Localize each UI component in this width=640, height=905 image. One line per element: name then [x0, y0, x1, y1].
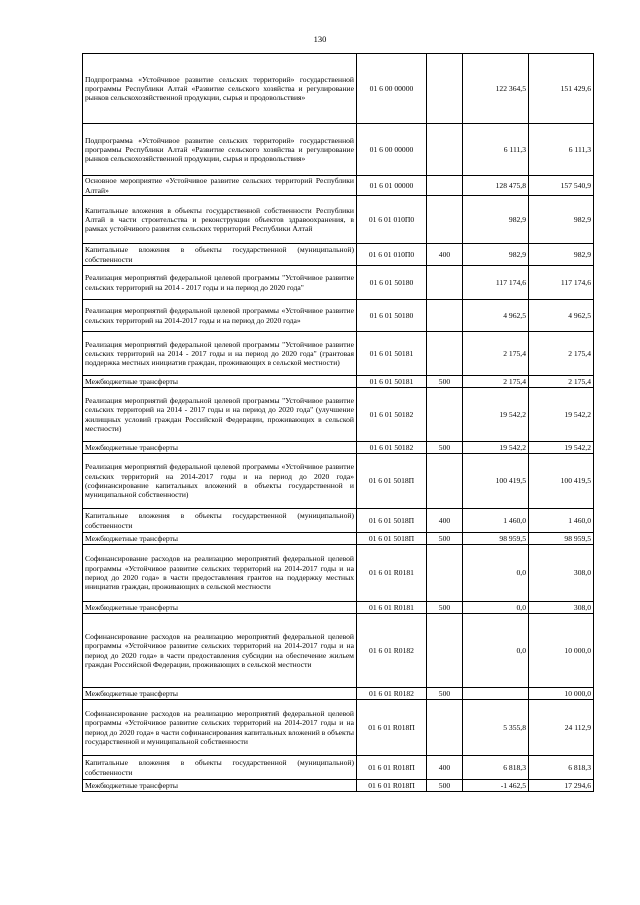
- row-amount-2-cell: 2 175,4: [529, 376, 594, 388]
- row-expense-type-cell: 500: [427, 376, 463, 388]
- row-amount-2-cell: 117 174,6: [529, 266, 594, 300]
- row-expense-type-cell: [427, 700, 463, 756]
- table-row: [83, 196, 594, 244]
- row-amount-1-cell: 2 175,4: [463, 376, 529, 388]
- row-amount-2-cell: 6 111,3: [529, 124, 594, 176]
- row-code-cell: 01 6 01 5018П: [357, 533, 427, 545]
- row-expense-type-cell: [427, 332, 463, 376]
- row-code-cell: 01 6 01 R0182: [357, 614, 427, 688]
- row-code-cell: 01 6 01 R018П: [357, 700, 427, 756]
- row-code-cell: 01 6 01 010П0: [357, 196, 427, 244]
- row-name-cell: Софинансирование расходов на реализацию мероприятий федеральной целевой программы «Устойчивое развитие сельских территорий на 2014-2017 годы и на период до 2020 года» в части софинансирования капитальных вложений в объекты государственной и муниципальной собственности: [83, 700, 357, 756]
- row-amount-1-cell: 100 419,5: [463, 454, 529, 509]
- table-row: [83, 533, 594, 545]
- table-row: [83, 700, 594, 756]
- row-expense-type-cell: 500: [427, 602, 463, 614]
- row-amount-2-cell: 98 959,5: [529, 533, 594, 545]
- row-amount-2-cell: 982,9: [529, 244, 594, 266]
- table-row: [83, 442, 594, 454]
- row-amount-2-cell: 100 419,5: [529, 454, 594, 509]
- row-code-cell: 01 6 01 5018П: [357, 509, 427, 533]
- row-code-cell: 01 6 01 50182: [357, 388, 427, 442]
- row-amount-1-cell: 2 175,4: [463, 332, 529, 376]
- table-row: [83, 454, 594, 509]
- row-amount-1-cell: 19 542,2: [463, 442, 529, 454]
- row-expense-type-cell: 500: [427, 780, 463, 792]
- row-expense-type-cell: 500: [427, 688, 463, 700]
- row-expense-type-cell: 400: [427, 756, 463, 780]
- row-amount-1-cell: 6 111,3: [463, 124, 529, 176]
- row-code-cell: 01 6 01 50182: [357, 442, 427, 454]
- row-amount-1-cell: 6 818,3: [463, 756, 529, 780]
- row-name-cell: Межбюджетные трансферты: [83, 376, 357, 388]
- table-row: [83, 602, 594, 614]
- row-name-cell: Капитальные вложения в объекты государственной собственности Республики Алтай в части строительства и реконструкции объектов здравоохранения, в рамках устойчивого развития сельских территорий Республики Алтай: [83, 196, 357, 244]
- row-expense-type-cell: [427, 266, 463, 300]
- row-expense-type-cell: [427, 614, 463, 688]
- row-code-cell: 01 6 01 R018П: [357, 780, 427, 792]
- row-code-cell: 01 6 01 R018П: [357, 756, 427, 780]
- row-name-cell: Основное мероприятие «Устойчивое развитие сельских территорий Республики Алтай»: [83, 176, 357, 196]
- row-amount-1-cell: 128 475,8: [463, 176, 529, 196]
- row-amount-1-cell: 982,9: [463, 244, 529, 266]
- row-name-cell: Межбюджетные трансферты: [83, 533, 357, 545]
- table-row: [83, 614, 594, 688]
- row-name-cell: Реализация мероприятий федеральной целевой программы «Устойчивое развитие сельских территорий на 2014-2017 годы и на период до 2020 года»: [83, 300, 357, 332]
- row-name-cell: Реализация мероприятий федеральной целевой программы "Устойчивое развитие сельских территорий на 2014 - 2017 годы и на период до 2020 года" (грантовая поддержка местных инициатив граждан, проживающих в сельской местности): [83, 332, 357, 376]
- row-amount-2-cell: 157 540,9: [529, 176, 594, 196]
- row-code-cell: 01 6 01 50180: [357, 266, 427, 300]
- table-row: [83, 780, 594, 792]
- row-expense-type-cell: [427, 54, 463, 124]
- row-code-cell: 01 6 01 5018П: [357, 454, 427, 509]
- row-name-cell: Софинансирование расходов на реализацию мероприятий федеральной целевой программы «Устойчивое развитие сельских территорий на 2014-2017 годы и на период до 2020 года» в части предоставления грантов на поддержку местных инициатив граждан, проживающих в сельской местности: [83, 545, 357, 602]
- row-expense-type-cell: [427, 545, 463, 602]
- budget-table-body: [83, 54, 594, 792]
- row-expense-type-cell: 400: [427, 244, 463, 266]
- row-amount-2-cell: 24 112,9: [529, 700, 594, 756]
- row-name-cell: Капитальные вложения в объекты государственной (муниципальной) собственности: [83, 244, 357, 266]
- row-name-cell: Подпрограмма «Устойчивое развитие сельских территорий» государственной программы Республики Алтай «Развитие сельского хозяйства и регулирование рынков сельскохозяйственной продукции, сырья и продовольствия»: [83, 124, 357, 176]
- row-expense-type-cell: [427, 388, 463, 442]
- row-code-cell: 01 6 01 R0182: [357, 688, 427, 700]
- row-expense-type-cell: [427, 300, 463, 332]
- row-amount-2-cell: 151 429,6: [529, 54, 594, 124]
- row-amount-1-cell: 0,0: [463, 602, 529, 614]
- row-amount-2-cell: 17 294,6: [529, 780, 594, 792]
- row-name-cell: Капитальные вложения в объекты государственной (муниципальной) собственности: [83, 509, 357, 533]
- table-row: [83, 266, 594, 300]
- row-name-cell: Подпрограмма «Устойчивое развитие сельских территорий» государственной программы Республики Алтай «Развитие сельского хозяйства и регулирование рынков сельскохозяйственной продукции, сырья и продовольствия»: [83, 54, 357, 124]
- row-expense-type-cell: [427, 196, 463, 244]
- table-row: [83, 509, 594, 533]
- row-expense-type-cell: 500: [427, 533, 463, 545]
- row-expense-type-cell: [427, 124, 463, 176]
- row-amount-2-cell: 19 542,2: [529, 442, 594, 454]
- row-name-cell: Реализация мероприятий федеральной целевой программы «Устойчивое развитие сельских территорий на 2014-2017 годы и на период до 2020 года» (софинансирование капитальных вложений в объекты государственной и муниципальной собственности): [83, 454, 357, 509]
- row-name-cell: Межбюджетные трансферты: [83, 780, 357, 792]
- row-amount-2-cell: 308,0: [529, 545, 594, 602]
- row-expense-type-cell: 500: [427, 442, 463, 454]
- row-amount-2-cell: 1 460,0: [529, 509, 594, 533]
- table-row: [83, 756, 594, 780]
- row-amount-1-cell: 982,9: [463, 196, 529, 244]
- table-row: [83, 300, 594, 332]
- row-code-cell: 01 6 01 010П0: [357, 244, 427, 266]
- row-amount-2-cell: 10 000,0: [529, 688, 594, 700]
- row-code-cell: 01 6 01 R0181: [357, 602, 427, 614]
- row-name-cell: Межбюджетные трансферты: [83, 442, 357, 454]
- table-row: [83, 388, 594, 442]
- table-row: [83, 54, 594, 124]
- row-amount-1-cell: 1 460,0: [463, 509, 529, 533]
- row-amount-2-cell: 6 818,3: [529, 756, 594, 780]
- row-name-cell: Межбюджетные трансферты: [83, 688, 357, 700]
- row-code-cell: 01 6 01 R0181: [357, 545, 427, 602]
- table-row: [83, 332, 594, 376]
- row-code-cell: 01 6 00 00000: [357, 54, 427, 124]
- row-amount-1-cell: 5 355,8: [463, 700, 529, 756]
- table-row: [83, 688, 594, 700]
- row-amount-2-cell: 19 542,2: [529, 388, 594, 442]
- page-number: 130: [313, 34, 327, 44]
- table-row: [83, 124, 594, 176]
- row-name-cell: Межбюджетные трансферты: [83, 602, 357, 614]
- row-amount-1-cell: 4 962,5: [463, 300, 529, 332]
- row-expense-type-cell: [427, 454, 463, 509]
- row-amount-1-cell: [463, 688, 529, 700]
- row-name-cell: Реализация мероприятий федеральной целевой программы "Устойчивое развитие сельских территорий на 2014 - 2017 годы и на период до 2020 года": [83, 266, 357, 300]
- row-amount-2-cell: 982,9: [529, 196, 594, 244]
- row-amount-1-cell: 19 542,2: [463, 388, 529, 442]
- row-expense-type-cell: [427, 176, 463, 196]
- table-row: [83, 545, 594, 602]
- row-expense-type-cell: 400: [427, 509, 463, 533]
- budget-table: [82, 53, 594, 792]
- row-amount-2-cell: 2 175,4: [529, 332, 594, 376]
- row-name-cell: Реализация мероприятий федеральной целевой программы "Устойчивое развитие сельских территорий на 2014 - 2017 годы и на период до 2020 года" (улучшение жилищных условий граждан Российской Федерации, проживающих в сельской местности): [83, 388, 357, 442]
- row-code-cell: 01 6 00 00000: [357, 124, 427, 176]
- table-row: [83, 376, 594, 388]
- row-name-cell: Капитальные вложения в объекты государственной (муниципальной) собственности: [83, 756, 357, 780]
- row-amount-2-cell: 10 000,0: [529, 614, 594, 688]
- table-row: [83, 176, 594, 196]
- row-code-cell: 01 6 01 50181: [357, 376, 427, 388]
- row-code-cell: 01 6 01 50180: [357, 300, 427, 332]
- row-amount-1-cell: 98 959,5: [463, 533, 529, 545]
- row-amount-1-cell: 122 364,5: [463, 54, 529, 124]
- row-amount-2-cell: 4 962,5: [529, 300, 594, 332]
- row-name-cell: Софинансирование расходов на реализацию мероприятий федеральной целевой программы «Устойчивое развитие сельских территорий на 2014-2017 годы и на период до 2020 года» в части предоставления субсидии на обеспечение жильем граждан Российской Федерации, проживающих в сельской местности: [83, 614, 357, 688]
- row-amount-1-cell: 117 174,6: [463, 266, 529, 300]
- row-code-cell: 01 6 01 50181: [357, 332, 427, 376]
- row-code-cell: 01 6 01 00000: [357, 176, 427, 196]
- row-amount-1-cell: 0,0: [463, 545, 529, 602]
- row-amount-2-cell: 308,0: [529, 602, 594, 614]
- row-amount-1-cell: 0,0: [463, 614, 529, 688]
- table-row: [83, 244, 594, 266]
- row-amount-1-cell: -1 462,5: [463, 780, 529, 792]
